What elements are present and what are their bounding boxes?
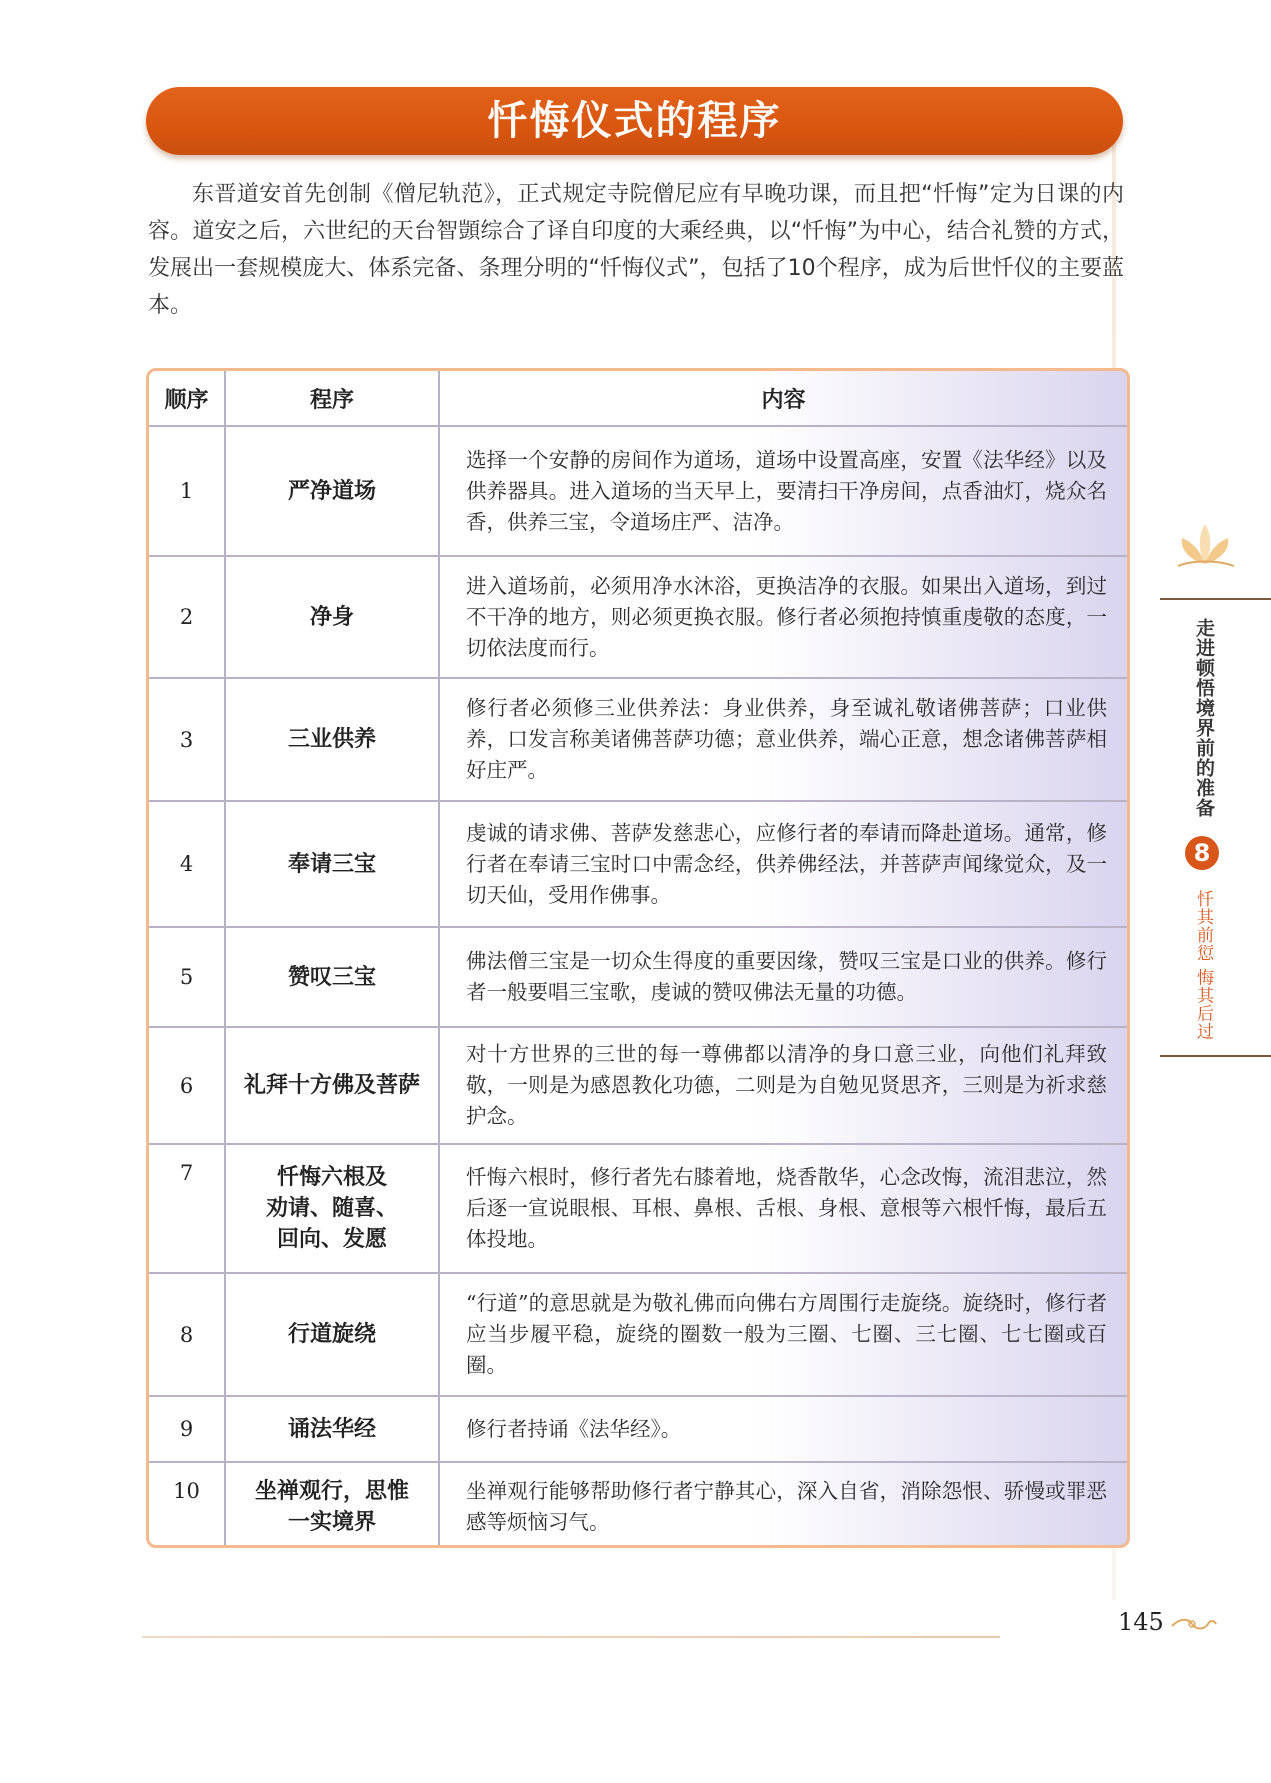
row-number: 9 <box>149 1396 225 1462</box>
row-procedure: 坐禅观行，思惟 一实境界 <box>225 1462 439 1548</box>
row-procedure: 赞叹三宝 <box>225 927 439 1027</box>
row-number: 3 <box>149 678 225 801</box>
row-content: 修行者持诵《法华经》。 <box>439 1396 1127 1462</box>
table-row <box>149 1462 1127 1548</box>
sidebar-rule-bottom <box>1160 1055 1271 1057</box>
intro-text: 东晋道安首先创制《僧尼轨范》，正式规定寺院僧尼应有早晚功课，而且把“忏悔”定为日课的内容。道安之后，六世纪的天台智顗综合了译自印度的大乘经典，以“忏悔”为中心，结合礼赞的方式，发展出一套规模庞大、体系完备、条理分明的“忏悔仪式”，包括了10个程序，成为后世忏仪的主要蓝本。 <box>148 182 1124 318</box>
row-number: 1 <box>149 426 225 556</box>
row-content: 佛法僧三宝是一切众生得度的重要因缘，赞叹三宝是口业的供养。修行者一般要唱三宝歌，虔诚的赞叹佛法无量的功德。 <box>439 927 1127 1027</box>
table-row <box>149 426 1127 556</box>
row-content: 修行者必须修三业供养法：身业供养，身至诚礼敬诸佛菩萨；口业供养，口发言称美诸佛菩萨功德；意业供养，端心正意，想念诸佛菩萨相好庄严。 <box>439 678 1127 801</box>
title-banner <box>146 87 1123 155</box>
table-row <box>149 1273 1127 1396</box>
table-row <box>149 927 1127 1027</box>
swirl-ornament-icon <box>1170 1614 1218 1634</box>
intro-paragraph <box>148 176 1124 324</box>
row-procedure: 诵法华经 <box>225 1396 439 1462</box>
chapter-subtitle: 忏其前愆 悔其后过 <box>1193 890 1213 1041</box>
row-content: 选择一个安静的房间作为道场，道场中设置高座，安置《法华经》以及供养器具。进入道场的当天早上，要清扫干净房间，点香油灯，烧众名香，供养三宝，令道场庄严、洁净。 <box>439 426 1127 556</box>
row-number: 5 <box>149 927 225 1027</box>
table-row <box>149 1396 1127 1462</box>
table-row <box>149 556 1127 678</box>
sidebar-rule-top <box>1160 598 1271 600</box>
chapter-number-badge: 8 <box>1185 836 1219 870</box>
row-number: 6 <box>149 1027 225 1144</box>
row-number: 4 <box>149 801 225 927</box>
header-order: 顺序 <box>149 371 225 426</box>
table-row <box>149 801 1127 927</box>
row-content: 忏悔六根时，修行者先右膝着地，烧香散华，心念改悔，流泪悲泣，然后逐一宣说眼根、耳根、鼻根、舌根、身根、意根等六根忏悔，最后五体投地。 <box>439 1144 1127 1273</box>
row-number: 10 <box>149 1462 225 1548</box>
footer-divider <box>142 1636 1000 1638</box>
header-content: 内容 <box>439 371 1127 426</box>
row-procedure: 行道旋绕 <box>225 1273 439 1396</box>
header-procedure: 程序 <box>225 371 439 426</box>
row-content: 坐禅观行能够帮助修行者宁静其心，深入自省，消除怨恨、骄慢或罪恶感等烦恼习气。 <box>439 1462 1127 1548</box>
row-content: 虔诚的请求佛、菩萨发慈悲心，应修行者的奉请而降赴道场。通常，修行者在奉请三宝时口中需念经，供养佛经法，并菩萨声闻缘觉众，及一切天仙，受用作佛事。 <box>439 801 1127 927</box>
row-procedure: 严净道场 <box>225 426 439 556</box>
table-row <box>149 1027 1127 1144</box>
table-row <box>149 678 1127 801</box>
table-row <box>149 1144 1127 1273</box>
row-content: 进入道场前，必须用净水沐浴，更换洁净的衣服。如果出入道场，到过不干净的地方，则必须更换衣服。修行者必须抱持慎重虔敬的态度，一切依法度而行。 <box>439 556 1127 678</box>
row-number: 2 <box>149 556 225 678</box>
row-procedure: 忏悔六根及 劝请、随喜、 回向、发愿 <box>225 1144 439 1273</box>
row-content: “行道”的意思就是为敬礼佛而向佛右方周围行走旋绕。旋绕时，修行者应当步履平稳，旋绕的圈数一般为三圈、七圈、三七圈、七七圈或百圈。 <box>439 1273 1127 1396</box>
row-number: 8 <box>149 1273 225 1396</box>
lotus-icon <box>1170 520 1240 570</box>
page-number: 145 <box>1118 1608 1164 1636</box>
row-content: 对十方世界的三世的每一尊佛都以清净的身口意三业，向他们礼拜致敬，一则是为感恩教化功德，二则是为自勉见贤思齐，三则是为祈求慈护念。 <box>439 1027 1127 1144</box>
row-number: 7 <box>149 1144 225 1273</box>
page-title: 忏悔仪式的程序 <box>487 98 782 144</box>
table-header-row <box>149 371 1127 426</box>
row-procedure: 三业供养 <box>225 678 439 801</box>
procedure-table <box>146 368 1130 1548</box>
row-procedure: 礼拜十方佛及菩萨 <box>225 1027 439 1144</box>
row-procedure: 奉请三宝 <box>225 801 439 927</box>
row-procedure: 净身 <box>225 556 439 678</box>
chapter-title: 走进顿悟境界前的准备 <box>1193 618 1215 818</box>
